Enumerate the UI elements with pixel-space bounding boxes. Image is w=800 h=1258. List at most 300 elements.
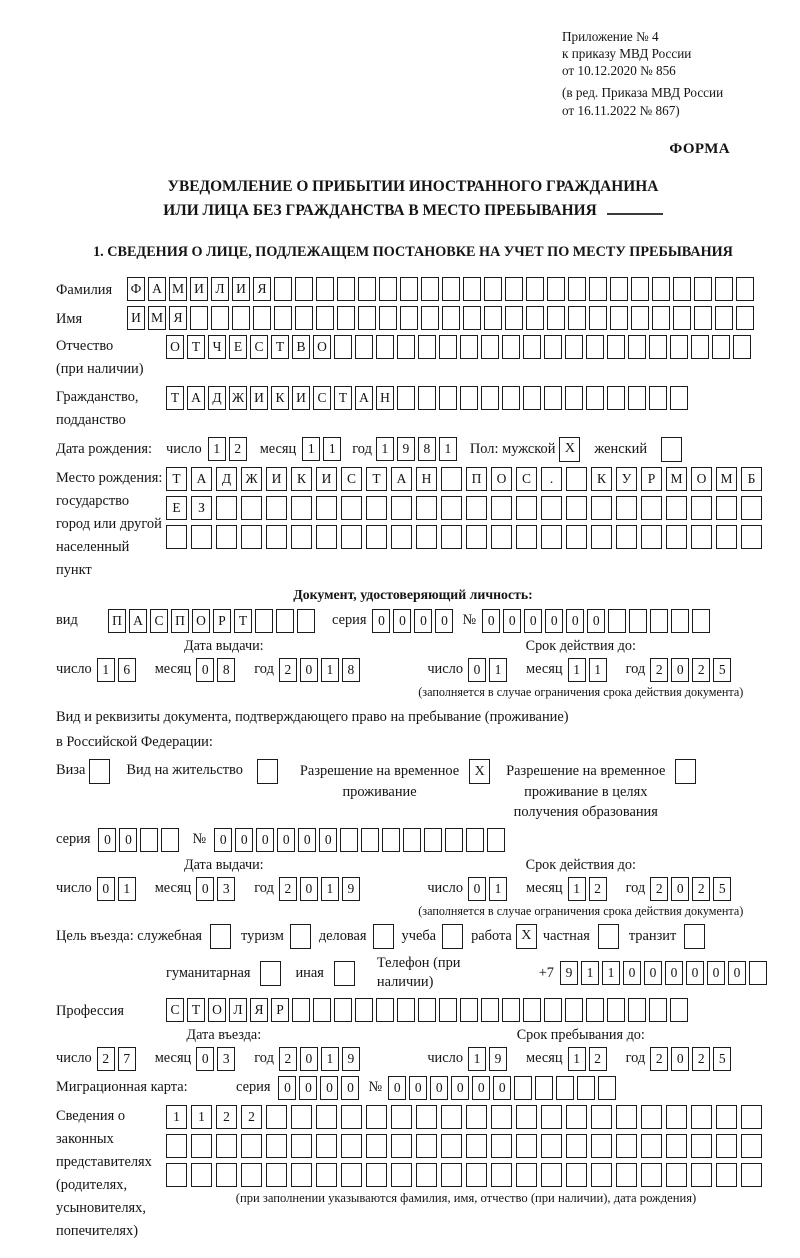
char-cell[interactable]: [316, 277, 334, 301]
char-cell[interactable]: [241, 1134, 262, 1158]
char-cell[interactable]: [316, 1163, 337, 1187]
char-cell[interactable]: [366, 1163, 387, 1187]
char-cell[interactable]: 9: [560, 961, 578, 985]
checkbox-sex-male[interactable]: X: [559, 437, 580, 462]
char-cell[interactable]: 1: [191, 1105, 212, 1129]
char-cell[interactable]: [241, 496, 262, 520]
char-cell[interactable]: [191, 525, 212, 549]
char-cell[interactable]: 5: [713, 658, 731, 682]
char-cell[interactable]: А: [191, 467, 212, 491]
char-cell[interactable]: Н: [376, 386, 394, 410]
char-cell[interactable]: С: [250, 335, 268, 359]
char-cell[interactable]: [379, 277, 397, 301]
char-cell[interactable]: [716, 525, 737, 549]
char-cell[interactable]: О: [313, 335, 331, 359]
char-cell[interactable]: Е: [166, 496, 187, 520]
char-cell[interactable]: [316, 1105, 337, 1129]
char-cell[interactable]: [391, 1105, 412, 1129]
char-cell[interactable]: [397, 386, 415, 410]
char-cell[interactable]: 0: [298, 828, 316, 852]
char-cell[interactable]: 0: [587, 609, 605, 633]
char-cell[interactable]: [541, 1134, 562, 1158]
char-cell[interactable]: Т: [166, 386, 184, 410]
char-cell[interactable]: [491, 1105, 512, 1129]
char-cell[interactable]: [266, 1163, 287, 1187]
char-cell[interactable]: 0: [300, 877, 318, 901]
char-cell[interactable]: [441, 525, 462, 549]
char-cell[interactable]: [598, 1076, 616, 1100]
char-cell[interactable]: [502, 335, 520, 359]
char-cell[interactable]: К: [291, 467, 312, 491]
char-cell[interactable]: [741, 1163, 762, 1187]
char-cell[interactable]: [291, 1163, 312, 1187]
char-cell[interactable]: [316, 496, 337, 520]
char-cell[interactable]: Р: [271, 998, 289, 1022]
char-cell[interactable]: [610, 306, 628, 330]
char-cell[interactable]: 1: [589, 658, 607, 682]
char-cell[interactable]: 0: [728, 961, 746, 985]
char-cell[interactable]: [712, 335, 730, 359]
char-cell[interactable]: [565, 386, 583, 410]
char-cell[interactable]: [650, 609, 668, 633]
char-cell[interactable]: [616, 525, 637, 549]
char-cell[interactable]: Р: [213, 609, 231, 633]
char-cell[interactable]: [516, 1134, 537, 1158]
char-cell[interactable]: М: [666, 467, 687, 491]
char-cell[interactable]: С: [150, 609, 168, 633]
char-cell[interactable]: [616, 1105, 637, 1129]
char-cell[interactable]: [340, 828, 358, 852]
char-cell[interactable]: И: [250, 386, 268, 410]
char-cell[interactable]: [631, 277, 649, 301]
char-cell[interactable]: [211, 306, 229, 330]
char-cell[interactable]: Е: [229, 335, 247, 359]
char-cell[interactable]: 2: [279, 1047, 297, 1071]
char-cell[interactable]: [341, 1134, 362, 1158]
char-cell[interactable]: [316, 306, 334, 330]
char-cell[interactable]: [631, 306, 649, 330]
char-cell[interactable]: [266, 525, 287, 549]
char-cell[interactable]: [466, 1163, 487, 1187]
char-cell[interactable]: [607, 335, 625, 359]
char-cell[interactable]: [341, 1163, 362, 1187]
char-cell[interactable]: 8: [342, 658, 360, 682]
char-cell[interactable]: [691, 335, 709, 359]
char-cell[interactable]: 2: [589, 1047, 607, 1071]
char-cell[interactable]: [629, 609, 647, 633]
char-cell[interactable]: 1: [321, 877, 339, 901]
char-cell[interactable]: [547, 277, 565, 301]
char-cell[interactable]: [591, 1134, 612, 1158]
char-cell[interactable]: [484, 277, 502, 301]
char-cell[interactable]: 8: [217, 658, 235, 682]
char-cell[interactable]: [544, 386, 562, 410]
char-cell[interactable]: 0: [372, 609, 390, 633]
char-cell[interactable]: 0: [409, 1076, 427, 1100]
char-cell[interactable]: 2: [692, 658, 710, 682]
char-cell[interactable]: [589, 277, 607, 301]
char-cell[interactable]: [516, 496, 537, 520]
char-cell[interactable]: 9: [342, 877, 360, 901]
char-cell[interactable]: [441, 1134, 462, 1158]
char-cell[interactable]: [416, 1105, 437, 1129]
char-cell[interactable]: [391, 525, 412, 549]
char-cell[interactable]: 1: [208, 437, 226, 461]
char-cell[interactable]: [421, 306, 439, 330]
char-cell[interactable]: .: [541, 467, 562, 491]
checkbox-residence-permit[interactable]: [257, 759, 278, 784]
char-cell[interactable]: [166, 1134, 187, 1158]
char-cell[interactable]: 2: [650, 658, 668, 682]
char-cell[interactable]: [736, 306, 754, 330]
char-cell[interactable]: 0: [468, 877, 486, 901]
char-cell[interactable]: 1: [302, 437, 320, 461]
char-cell[interactable]: [166, 525, 187, 549]
char-cell[interactable]: 2: [216, 1105, 237, 1129]
char-cell[interactable]: Б: [741, 467, 762, 491]
char-cell[interactable]: 0: [435, 609, 453, 633]
char-cell[interactable]: [161, 828, 179, 852]
checkbox-purpose-other[interactable]: [334, 961, 355, 986]
char-cell[interactable]: [568, 277, 586, 301]
char-cell[interactable]: [666, 525, 687, 549]
char-cell[interactable]: [216, 1163, 237, 1187]
char-cell[interactable]: [491, 1163, 512, 1187]
char-cell[interactable]: О: [208, 998, 226, 1022]
char-cell[interactable]: [441, 1163, 462, 1187]
char-cell[interactable]: [481, 335, 499, 359]
char-cell[interactable]: [491, 525, 512, 549]
char-cell[interactable]: [313, 998, 331, 1022]
checkbox-temp-residence[interactable]: X: [469, 759, 490, 784]
char-cell[interactable]: [297, 609, 315, 633]
char-cell[interactable]: Т: [166, 467, 187, 491]
char-cell[interactable]: [716, 1134, 737, 1158]
char-cell[interactable]: [652, 277, 670, 301]
char-cell[interactable]: [715, 277, 733, 301]
char-cell[interactable]: [741, 525, 762, 549]
char-cell[interactable]: [291, 1134, 312, 1158]
char-cell[interactable]: [341, 1105, 362, 1129]
char-cell[interactable]: 0: [196, 658, 214, 682]
char-cell[interactable]: [733, 335, 751, 359]
char-cell[interactable]: [641, 1134, 662, 1158]
char-cell[interactable]: [441, 496, 462, 520]
char-cell[interactable]: [274, 277, 292, 301]
char-cell[interactable]: [466, 1134, 487, 1158]
char-cell[interactable]: [649, 335, 667, 359]
char-cell[interactable]: [566, 1134, 587, 1158]
char-cell[interactable]: [358, 277, 376, 301]
checkbox-purpose-humanitarian[interactable]: [260, 961, 281, 986]
char-cell[interactable]: [666, 1134, 687, 1158]
char-cell[interactable]: 0: [97, 877, 115, 901]
char-cell[interactable]: Т: [234, 609, 252, 633]
char-cell[interactable]: Ф: [127, 277, 145, 301]
char-cell[interactable]: [649, 386, 667, 410]
char-cell[interactable]: [481, 998, 499, 1022]
char-cell[interactable]: 0: [119, 828, 137, 852]
char-cell[interactable]: [516, 1105, 537, 1129]
char-cell[interactable]: 0: [686, 961, 704, 985]
char-cell[interactable]: [566, 496, 587, 520]
char-cell[interactable]: А: [355, 386, 373, 410]
char-cell[interactable]: М: [148, 306, 166, 330]
char-cell[interactable]: [397, 335, 415, 359]
char-cell[interactable]: 0: [524, 609, 542, 633]
char-cell[interactable]: К: [271, 386, 289, 410]
char-cell[interactable]: [628, 998, 646, 1022]
char-cell[interactable]: [397, 998, 415, 1022]
char-cell[interactable]: [671, 609, 689, 633]
char-cell[interactable]: Т: [271, 335, 289, 359]
char-cell[interactable]: [400, 306, 418, 330]
char-cell[interactable]: 1: [321, 1047, 339, 1071]
char-cell[interactable]: 0: [235, 828, 253, 852]
char-cell[interactable]: М: [169, 277, 187, 301]
char-cell[interactable]: [491, 496, 512, 520]
char-cell[interactable]: [424, 828, 442, 852]
char-cell[interactable]: Я: [253, 277, 271, 301]
char-cell[interactable]: К: [591, 467, 612, 491]
char-cell[interactable]: [526, 277, 544, 301]
char-cell[interactable]: О: [691, 467, 712, 491]
char-cell[interactable]: Д: [208, 386, 226, 410]
char-cell[interactable]: И: [190, 277, 208, 301]
char-cell[interactable]: У: [616, 467, 637, 491]
char-cell[interactable]: [502, 998, 520, 1022]
char-cell[interactable]: [439, 386, 457, 410]
char-cell[interactable]: 0: [493, 1076, 511, 1100]
char-cell[interactable]: 0: [566, 609, 584, 633]
char-cell[interactable]: Я: [250, 998, 268, 1022]
char-cell[interactable]: [535, 1076, 553, 1100]
char-cell[interactable]: [502, 386, 520, 410]
char-cell[interactable]: [505, 306, 523, 330]
char-cell[interactable]: 0: [414, 609, 432, 633]
char-cell[interactable]: [556, 1076, 574, 1100]
char-cell[interactable]: И: [266, 467, 287, 491]
char-cell[interactable]: 0: [545, 609, 563, 633]
char-cell[interactable]: [716, 496, 737, 520]
char-cell[interactable]: [274, 306, 292, 330]
char-cell[interactable]: 0: [451, 1076, 469, 1100]
char-cell[interactable]: [591, 496, 612, 520]
char-cell[interactable]: [166, 1163, 187, 1187]
char-cell[interactable]: [607, 998, 625, 1022]
char-cell[interactable]: 0: [671, 658, 689, 682]
char-cell[interactable]: [216, 525, 237, 549]
char-cell[interactable]: [466, 525, 487, 549]
char-cell[interactable]: [439, 335, 457, 359]
char-cell[interactable]: 9: [489, 1047, 507, 1071]
checkbox-purpose-study[interactable]: [442, 924, 463, 949]
char-cell[interactable]: 1: [489, 877, 507, 901]
char-cell[interactable]: [291, 525, 312, 549]
char-cell[interactable]: [715, 306, 733, 330]
char-cell[interactable]: 0: [665, 961, 683, 985]
char-cell[interactable]: И: [232, 277, 250, 301]
char-cell[interactable]: [441, 467, 462, 491]
char-cell[interactable]: [566, 1105, 587, 1129]
char-cell[interactable]: [416, 1134, 437, 1158]
char-cell[interactable]: [607, 386, 625, 410]
char-cell[interactable]: [673, 306, 691, 330]
char-cell[interactable]: [628, 386, 646, 410]
char-cell[interactable]: [523, 386, 541, 410]
char-cell[interactable]: [541, 496, 562, 520]
char-cell[interactable]: [481, 386, 499, 410]
char-cell[interactable]: [641, 1105, 662, 1129]
char-cell[interactable]: [691, 1134, 712, 1158]
char-cell[interactable]: [140, 828, 158, 852]
char-cell[interactable]: [466, 496, 487, 520]
char-cell[interactable]: 2: [97, 1047, 115, 1071]
char-cell[interactable]: [418, 998, 436, 1022]
char-cell[interactable]: [337, 306, 355, 330]
char-cell[interactable]: [442, 306, 460, 330]
char-cell[interactable]: [523, 335, 541, 359]
char-cell[interactable]: [418, 335, 436, 359]
char-cell[interactable]: [292, 998, 310, 1022]
char-cell[interactable]: А: [391, 467, 412, 491]
char-cell[interactable]: [716, 1163, 737, 1187]
char-cell[interactable]: П: [466, 467, 487, 491]
char-cell[interactable]: М: [716, 467, 737, 491]
char-cell[interactable]: 1: [321, 658, 339, 682]
checkbox-purpose-official[interactable]: [210, 924, 231, 949]
char-cell[interactable]: [628, 335, 646, 359]
char-cell[interactable]: [416, 525, 437, 549]
char-cell[interactable]: [382, 828, 400, 852]
char-cell[interactable]: [691, 1163, 712, 1187]
char-cell[interactable]: [266, 1105, 287, 1129]
char-cell[interactable]: А: [148, 277, 166, 301]
char-cell[interactable]: [358, 306, 376, 330]
char-cell[interactable]: С: [516, 467, 537, 491]
char-cell[interactable]: [191, 1134, 212, 1158]
char-cell[interactable]: [544, 335, 562, 359]
checkbox-purpose-work[interactable]: X: [516, 924, 537, 949]
char-cell[interactable]: 5: [713, 877, 731, 901]
checkbox-visa[interactable]: [89, 759, 110, 784]
char-cell[interactable]: 0: [319, 828, 337, 852]
char-cell[interactable]: [610, 277, 628, 301]
char-cell[interactable]: 0: [388, 1076, 406, 1100]
char-cell[interactable]: 0: [671, 877, 689, 901]
char-cell[interactable]: [666, 496, 687, 520]
char-cell[interactable]: [266, 496, 287, 520]
char-cell[interactable]: 0: [341, 1076, 359, 1100]
char-cell[interactable]: 2: [650, 1047, 668, 1071]
char-cell[interactable]: [577, 1076, 595, 1100]
char-cell[interactable]: Я: [169, 306, 187, 330]
char-cell[interactable]: [253, 306, 271, 330]
char-cell[interactable]: [276, 609, 294, 633]
char-cell[interactable]: [484, 306, 502, 330]
char-cell[interactable]: [376, 998, 394, 1022]
char-cell[interactable]: [591, 1105, 612, 1129]
char-cell[interactable]: 1: [166, 1105, 187, 1129]
char-cell[interactable]: Т: [366, 467, 387, 491]
char-cell[interactable]: [460, 386, 478, 410]
char-cell[interactable]: 0: [214, 828, 232, 852]
char-cell[interactable]: [416, 1163, 437, 1187]
char-cell[interactable]: 0: [320, 1076, 338, 1100]
char-cell[interactable]: 1: [468, 1047, 486, 1071]
char-cell[interactable]: [652, 306, 670, 330]
char-cell[interactable]: [379, 306, 397, 330]
char-cell[interactable]: [355, 335, 373, 359]
char-cell[interactable]: [295, 277, 313, 301]
char-cell[interactable]: [691, 525, 712, 549]
char-cell[interactable]: И: [292, 386, 310, 410]
char-cell[interactable]: П: [171, 609, 189, 633]
char-cell[interactable]: [241, 1163, 262, 1187]
char-cell[interactable]: [355, 998, 373, 1022]
char-cell[interactable]: 1: [439, 437, 457, 461]
char-cell[interactable]: Ж: [229, 386, 247, 410]
char-cell[interactable]: [749, 961, 767, 985]
char-cell[interactable]: 0: [430, 1076, 448, 1100]
char-cell[interactable]: [391, 496, 412, 520]
char-cell[interactable]: 0: [482, 609, 500, 633]
char-cell[interactable]: [441, 1105, 462, 1129]
checkbox-purpose-tourism[interactable]: [290, 924, 311, 949]
char-cell[interactable]: 1: [602, 961, 620, 985]
char-cell[interactable]: [216, 1134, 237, 1158]
char-cell[interactable]: [670, 335, 688, 359]
char-cell[interactable]: 0: [196, 877, 214, 901]
char-cell[interactable]: [255, 609, 273, 633]
char-cell[interactable]: [616, 1163, 637, 1187]
char-cell[interactable]: 1: [97, 658, 115, 682]
char-cell[interactable]: [361, 828, 379, 852]
char-cell[interactable]: 0: [299, 1076, 317, 1100]
char-cell[interactable]: [491, 1134, 512, 1158]
char-cell[interactable]: [616, 496, 637, 520]
char-cell[interactable]: 0: [256, 828, 274, 852]
char-cell[interactable]: З: [191, 496, 212, 520]
char-cell[interactable]: [514, 1076, 532, 1100]
char-cell[interactable]: [366, 1134, 387, 1158]
char-cell[interactable]: Т: [187, 335, 205, 359]
char-cell[interactable]: [295, 306, 313, 330]
char-cell[interactable]: О: [166, 335, 184, 359]
char-cell[interactable]: 0: [196, 1047, 214, 1071]
char-cell[interactable]: [544, 998, 562, 1022]
char-cell[interactable]: 6: [118, 658, 136, 682]
char-cell[interactable]: [526, 306, 544, 330]
char-cell[interactable]: [670, 386, 688, 410]
char-cell[interactable]: [439, 998, 457, 1022]
char-cell[interactable]: 8: [418, 437, 436, 461]
char-cell[interactable]: [666, 1105, 687, 1129]
blank-underline[interactable]: [607, 200, 663, 215]
char-cell[interactable]: [616, 1134, 637, 1158]
char-cell[interactable]: [403, 828, 421, 852]
char-cell[interactable]: [505, 277, 523, 301]
char-cell[interactable]: 1: [568, 1047, 586, 1071]
char-cell[interactable]: 1: [581, 961, 599, 985]
char-cell[interactable]: [641, 525, 662, 549]
char-cell[interactable]: [586, 998, 604, 1022]
char-cell[interactable]: [366, 525, 387, 549]
char-cell[interactable]: И: [316, 467, 337, 491]
char-cell[interactable]: [589, 306, 607, 330]
char-cell[interactable]: [376, 335, 394, 359]
char-cell[interactable]: [716, 1105, 737, 1129]
